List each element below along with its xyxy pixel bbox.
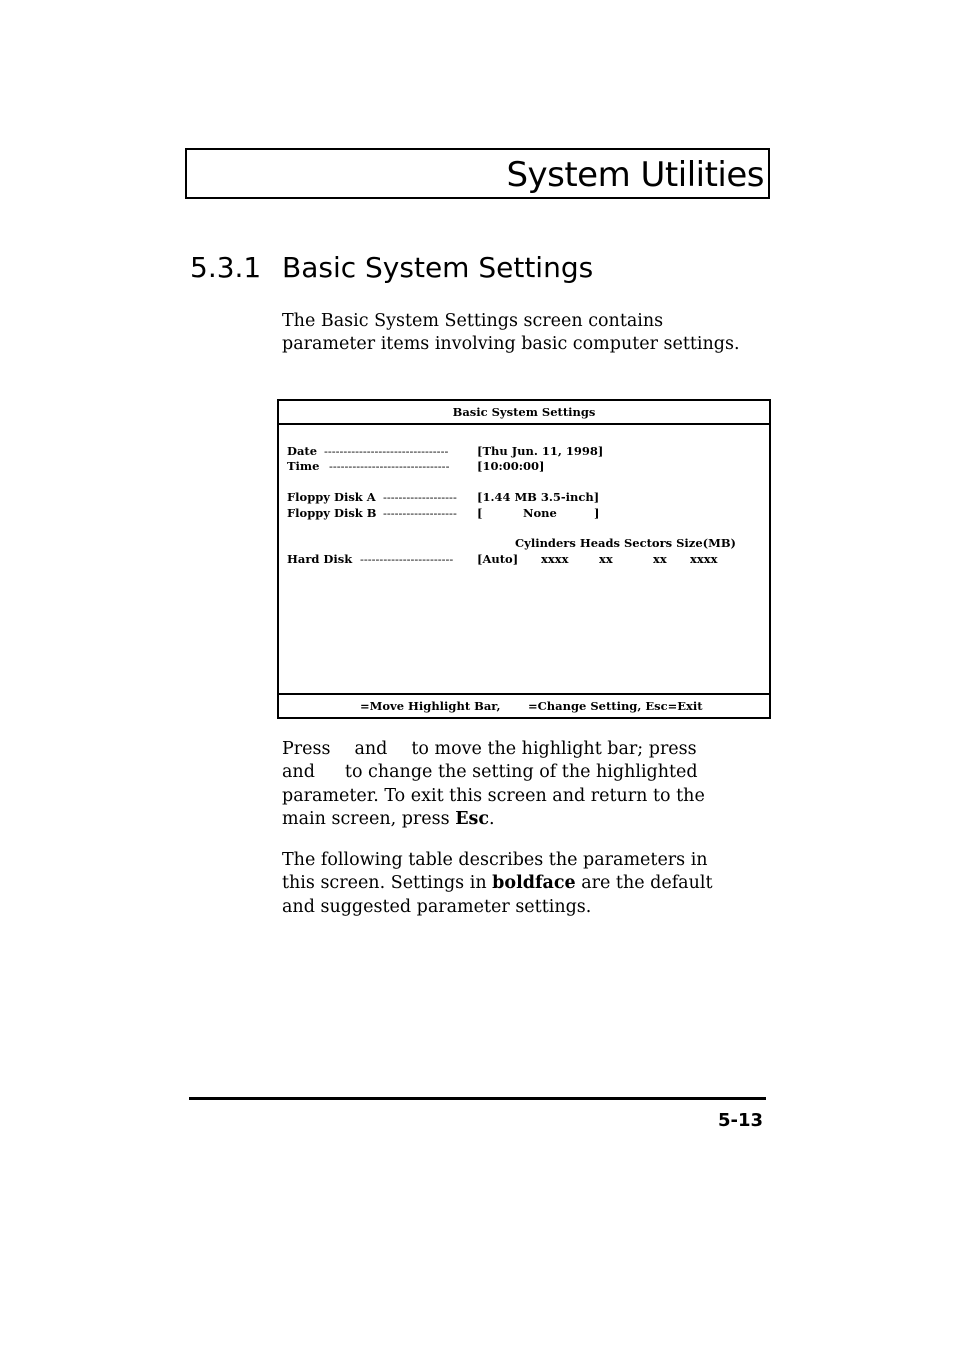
floppy-b-label: Floppy Disk B <box>287 506 377 520</box>
time-label: Time <box>287 459 320 473</box>
floppy-b-open-bracket: [ <box>477 506 483 520</box>
instructions-text: . <box>489 808 495 829</box>
floppy-a-leader: ------------------- <box>383 490 457 504</box>
boldface-term: boldface <box>492 873 576 894</box>
instructions-text: and <box>282 762 315 783</box>
date-leader: -------------------------------- <box>324 444 449 458</box>
date-value[interactable]: [Thu Jun. 11, 1998] <box>477 444 604 458</box>
table-note-text: this screen. Settings in <box>282 873 487 894</box>
hard-disk-size: xxxx <box>690 552 718 566</box>
instructions-paragraph <box>282 738 772 831</box>
table-note-line <box>282 872 772 895</box>
chapter-header-box <box>185 148 770 199</box>
help-change-setting: =Change Setting, Esc=Exit <box>528 699 703 713</box>
help-move-highlight: =Move Highlight Bar, <box>360 699 501 713</box>
section-title: Basic System Settings <box>282 251 594 284</box>
floppy-b-close-bracket: ] <box>594 506 600 520</box>
instructions-text: to move the highlight bar; press <box>411 739 697 759</box>
hard-disk-label: Hard Disk <box>287 552 353 566</box>
time-leader: ------------------------------- <box>329 459 450 473</box>
hard-disk-column-headers: Cylinders Heads Sectors Size(MB) <box>515 536 736 550</box>
instructions-line <box>282 808 772 831</box>
instructions-line <box>282 738 772 761</box>
instructions-text: Press <box>282 739 331 759</box>
instructions-line <box>282 761 772 784</box>
instructions-line: parameter. To exit this screen and return to the <box>282 785 705 806</box>
hard-disk-sectors: xx <box>653 552 667 566</box>
instructions-text: to change the setting of the highlighted <box>344 762 698 783</box>
page-number: 5-13 <box>717 1110 763 1131</box>
screen-help-bar <box>279 693 769 717</box>
footer-rule <box>189 1097 766 1100</box>
time-value[interactable]: [10:00:00] <box>477 459 545 473</box>
table-note-paragraph <box>282 849 772 919</box>
chapter-title: System Utilities <box>506 155 764 195</box>
hard-disk-cylinders: xxxx <box>541 552 569 566</box>
floppy-b-value[interactable]: None <box>523 506 557 520</box>
instructions-text: and <box>354 739 388 759</box>
floppy-a-label: Floppy Disk A <box>287 490 376 504</box>
intro-line: parameter items involving basic computer settings. <box>282 334 740 355</box>
date-label: Date <box>287 444 318 458</box>
hard-disk-type[interactable]: [Auto] <box>477 552 519 566</box>
esc-key-label: Esc <box>455 808 490 829</box>
section-heading <box>190 250 593 286</box>
table-note-text: are the default <box>581 873 713 894</box>
hard-disk-leader: ------------------------ <box>360 552 454 566</box>
floppy-b-leader: ------------------- <box>383 506 457 520</box>
table-note-line: and suggested parameter settings. <box>282 896 592 917</box>
table-note-line: The following table describes the parameters in <box>282 850 708 870</box>
instructions-text: main screen, press <box>282 808 450 829</box>
intro-line: The Basic System Settings screen contains <box>282 311 664 331</box>
floppy-a-value[interactable]: [1.44 MB 3.5-inch] <box>477 490 600 504</box>
hard-disk-heads: xx <box>599 552 613 566</box>
bios-screen <box>277 399 771 719</box>
intro-paragraph <box>282 310 772 357</box>
section-number: 5.3.1 <box>190 251 262 284</box>
screen-title: Basic System Settings <box>279 401 769 425</box>
